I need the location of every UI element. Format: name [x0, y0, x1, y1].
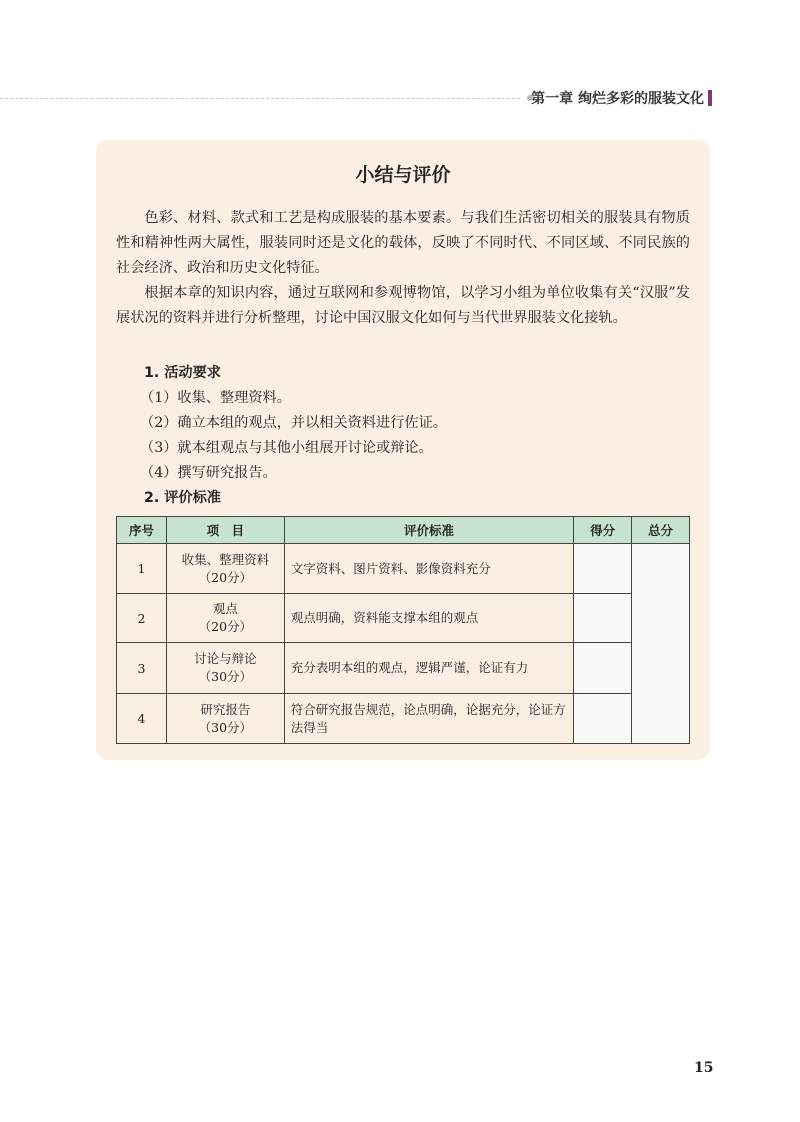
total-score-cell [632, 544, 690, 744]
evaluation-table [116, 516, 690, 744]
row-score-cell [574, 544, 632, 594]
chapter-title: 第一章 绚烂多彩的服装文化 [531, 91, 704, 107]
table-row [117, 643, 690, 694]
row-item-name: 讨论与辩论 [194, 651, 257, 666]
row-item [166, 643, 284, 694]
requirement-item: （3）就本组观点与其他小组展开讨论或辩论。 [140, 440, 433, 456]
page-number: 15 [694, 1060, 714, 1076]
row-item-points: （30分） [198, 719, 253, 735]
row-score-cell [574, 594, 632, 643]
header-index: 序号 [117, 517, 167, 544]
row-criteria: 观点明确，资料能支撑本组的观点 [284, 594, 573, 643]
requirements-heading: 1. 活动要求 [144, 365, 221, 381]
row-index: 2 [117, 594, 167, 643]
summary-paragraph-2: 根据本章的知识内容，通过互联网和参观博物馆，以学习小组为单位收集有关“汉服”发展状况的资料并进行分析整理，讨论中国汉服文化如何与当代世界服装文化接轨。 [116, 285, 690, 326]
header-criteria: 评价标准 [284, 517, 573, 544]
criteria-heading: 2. 评价标准 [144, 490, 221, 506]
row-criteria: 文字资料、图片资料、影像资料充分 [284, 544, 573, 594]
row-criteria: 充分表明本组的观点，逻辑严谨，论证有力 [284, 643, 573, 694]
table-row [117, 694, 690, 744]
row-item-name: 研究报告 [200, 701, 251, 717]
requirement-item: （1）收集、整理资料。 [140, 390, 291, 406]
header-total: 总分 [632, 517, 690, 544]
row-item [166, 694, 284, 744]
requirement-item: （2）确立本组的观点，并以相关资料进行佐证。 [140, 415, 447, 431]
row-item-points: （30分） [198, 669, 253, 684]
header-score: 得分 [574, 517, 632, 544]
header-divider [0, 98, 520, 99]
header-item: 项 目 [166, 517, 284, 544]
row-item-points: （20分） [198, 569, 253, 585]
table-row [117, 594, 690, 643]
requirement-item: （4）撰写研究报告。 [140, 465, 277, 481]
row-index: 3 [117, 643, 167, 694]
row-criteria: 符合研究报告规范，论点明确，论据充分，论证方法得当 [284, 694, 573, 744]
row-index: 1 [117, 544, 167, 594]
panel-title: 小结与评价 [355, 164, 451, 186]
summary-panel [96, 140, 710, 760]
table-row [117, 544, 690, 594]
row-item-name: 观点 [212, 601, 238, 616]
table-header-row [117, 517, 690, 544]
row-item-name: 收集、整理资料 [181, 551, 270, 567]
row-item-points: （20分） [198, 619, 253, 634]
row-score-cell [574, 694, 632, 744]
chapter-marker-bar [708, 90, 712, 106]
row-index: 4 [117, 694, 167, 744]
row-item [166, 594, 284, 643]
summary-paragraph-1: 色彩、材料、款式和工艺是构成服装的基本要素。与我们生活密切相关的服装具有物质性和精神性两大属性，服装同时还是文化的载体，反映了不同时代、不同区域、不同民族的社会经济、政治和历史文化特征。 [116, 210, 690, 276]
row-item [166, 544, 284, 594]
row-score-cell [574, 643, 632, 694]
